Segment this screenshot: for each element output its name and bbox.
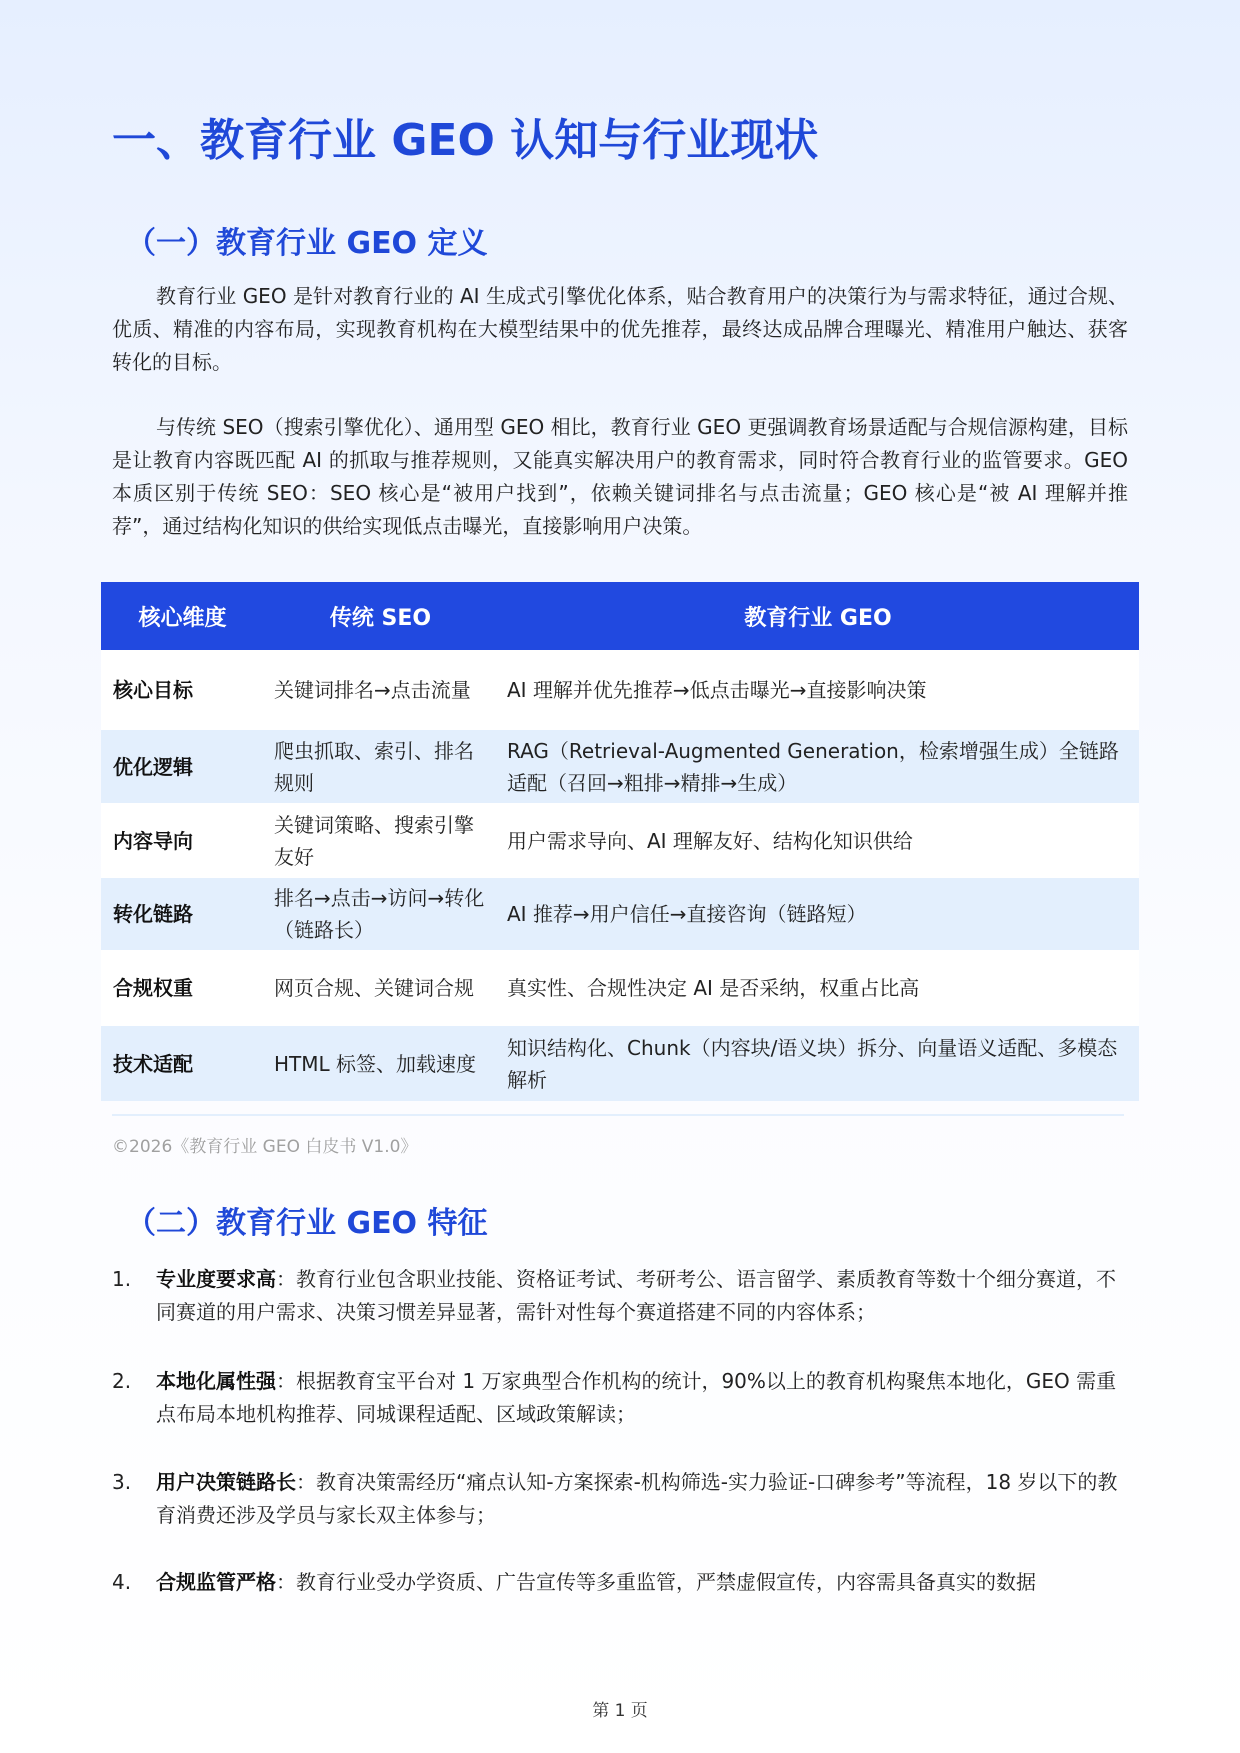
list-text: ：根据教育宝平台对 1 万家典型合作机构的统计，90%以上的教育机构聚焦本地化，GEO 需重点布局本地机构推荐、同城课程适配、区域政策解读； [156, 1369, 1117, 1426]
list-item [112, 1365, 1128, 1431]
table-cell: RAG（Retrieval-Augmented Generation，检索增强生成）全链路适配（召回→粗排→精排→生成） [497, 730, 1139, 803]
paragraph: 教育行业 GEO 是针对教育行业的 AI 生成式引擎优化体系，贴合教育用户的决策行为与需求特征，通过合规、优质、精准的内容布局，实现教育机构在大模型结果中的优先推荐，最终达成品牌合理曝光、精准用户触达、获客转化的目标。 [112, 284, 1128, 374]
paragraph: 与传统 SEO（搜索引擎优化）、通用型 GEO 相比，教育行业 GEO 更强调教育场景适配与合规信源构建，目标是让教育内容既匹配 AI 的抓取与推荐规则，又能真实解决用户的教育需求，同时符合教育行业的监管要求。GEO 本质区别于传统 SEO：SEO 核心是“被用户找到”，依赖关键词排名与点击流量；GEO 核心是“被 AI 理解并推荐”，通过结构化知识的供给实现低点击曝光，直接影响用户决策。 [112, 415, 1128, 538]
list-text: ：教育行业受办学资质、广告宣传等多重监管，严禁虚假宣传，内容需具备真实的数据 [276, 1570, 1036, 1594]
table-row [101, 650, 1139, 730]
list-item [112, 1566, 1128, 1599]
table-cell: AI 推荐→用户信任→直接咨询（链路短） [497, 878, 1139, 950]
list-number: 2. [112, 1369, 132, 1393]
table-cell: AI 理解并优先推荐→低点击曝光→直接影响决策 [497, 650, 1139, 730]
table-cell: 技术适配 [101, 1026, 264, 1101]
table-cell: HTML 标签、加载速度 [264, 1026, 497, 1101]
divider [112, 1114, 1124, 1116]
table-cell: 用户需求导向、AI 理解友好、结构化知识供给 [497, 803, 1139, 878]
table-row [101, 950, 1139, 1026]
list-number: 4. [112, 1570, 132, 1594]
table-cell: 关键词排名→点击流量 [264, 650, 497, 730]
comparison-table [101, 582, 1139, 1101]
table-header: 传统 SEO [264, 582, 497, 650]
table-header: 核心维度 [101, 582, 264, 650]
table-cell: 网页合规、关键词合规 [264, 950, 497, 1026]
list-label: 专业度要求高 [156, 1267, 276, 1291]
list-item [112, 1263, 1128, 1329]
table-cell: 合规权重 [101, 950, 264, 1026]
list-label: 本地化属性强 [156, 1369, 276, 1393]
table-row [101, 803, 1139, 878]
table-row [101, 730, 1139, 803]
page-number: 第 1 页 [592, 1701, 648, 1721]
table-row [101, 878, 1139, 950]
table-cell: 关键词策略、搜索引擎友好 [264, 803, 497, 878]
list-text: ：教育行业包含职业技能、资格证考试、考研考公、语言留学、素质教育等数十个细分赛道，不同赛道的用户需求、决策习惯差异显著，需针对性每个赛道搭建不同的内容体系； [156, 1267, 1116, 1324]
list-text: ：教育决策需经历“痛点认知-方案探索-机构筛选-实力验证-口碑参考”等流程，18 岁以下的教育消费还涉及学员与家长双主体参与； [156, 1470, 1118, 1527]
page-title: 一、教育行业 GEO 认知与行业现状 [112, 115, 819, 166]
table-cell: 真实性、合规性决定 AI 是否采纳，权重占比高 [497, 950, 1139, 1026]
copyright-note: ©2026《教育行业 GEO 白皮书 V1.0》 [112, 1137, 418, 1157]
section-heading-features: （二）教育行业 GEO 特征 [126, 1206, 488, 1241]
table-cell: 转化链路 [101, 878, 264, 950]
list-label: 用户决策链路长 [156, 1470, 296, 1494]
list-label: 合规监管严格 [156, 1570, 276, 1594]
table-cell: 核心目标 [101, 650, 264, 730]
table-cell: 排名→点击→访问→转化（链路长） [264, 878, 497, 950]
table-row [101, 1026, 1139, 1101]
table-cell: 爬虫抓取、索引、排名规则 [264, 730, 497, 803]
table-header: 教育行业 GEO [497, 582, 1139, 650]
section-heading-definition: （一）教育行业 GEO 定义 [126, 226, 488, 261]
table-cell: 知识结构化、Chunk（内容块/语义块）拆分、向量语义适配、多模态解析 [497, 1026, 1139, 1101]
list-number: 1. [112, 1267, 132, 1291]
list-item [112, 1466, 1128, 1532]
table-cell: 优化逻辑 [101, 730, 264, 803]
table-cell: 内容导向 [101, 803, 264, 878]
list-number: 3. [112, 1470, 132, 1494]
